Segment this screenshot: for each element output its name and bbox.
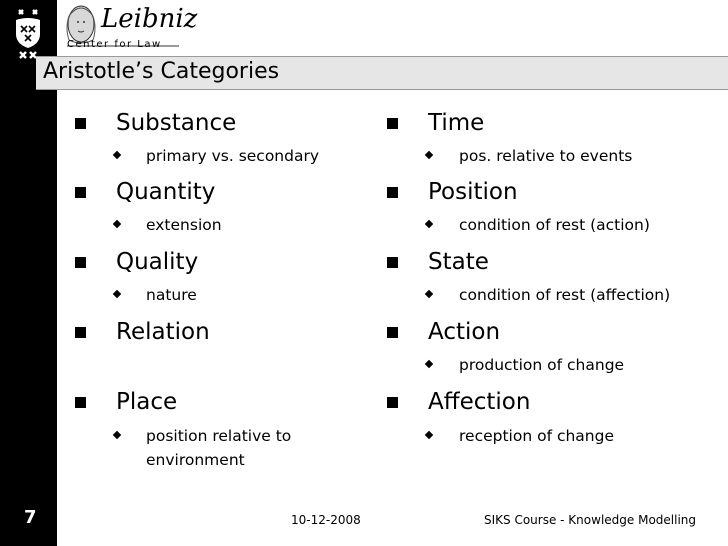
category-quantity: Quantity xyxy=(116,179,216,205)
category-place: Place xyxy=(116,389,178,415)
sub-item: condition of rest (action) xyxy=(459,216,650,234)
category-state: State xyxy=(428,249,489,275)
sub-item: reception of change xyxy=(459,427,614,445)
diamond-bullet-icon xyxy=(113,151,121,159)
category-position: Position xyxy=(428,179,518,205)
sub-item: primary vs. secondary xyxy=(146,147,320,165)
diamond-bullet-icon xyxy=(113,220,121,228)
leibniz-center-logo xyxy=(59,2,198,54)
square-bullet-icon xyxy=(75,257,86,268)
square-bullet-icon xyxy=(75,397,86,408)
square-bullet-icon xyxy=(387,327,398,338)
sub-item: environment xyxy=(146,451,245,469)
square-bullet-icon xyxy=(387,397,398,408)
slide-title: Aristotle’s Categories xyxy=(43,59,280,84)
square-bullet-icon xyxy=(387,118,398,129)
sub-item: condition of rest (affection) xyxy=(459,286,671,304)
logo-script-text: Leibniz xyxy=(101,4,198,34)
category-relation: Relation xyxy=(116,319,210,345)
slide-number: 7 xyxy=(24,507,37,528)
sub-item: extension xyxy=(146,216,222,234)
diamond-bullet-icon xyxy=(425,290,433,298)
diamond-bullet-icon xyxy=(113,431,121,439)
sub-item: production of change xyxy=(459,356,625,374)
sub-item: position relative to xyxy=(146,427,292,445)
square-bullet-icon xyxy=(387,187,398,198)
sub-item: nature xyxy=(146,286,197,304)
sub-item: pos. relative to events xyxy=(459,147,633,165)
square-bullet-icon xyxy=(75,327,86,338)
category-affection: Affection xyxy=(428,389,531,415)
square-bullet-icon xyxy=(75,118,86,129)
footer-course: SIKS Course - Knowledge Modelling xyxy=(484,513,697,527)
logo-subtitle: Center for Law xyxy=(67,39,162,50)
square-bullet-icon xyxy=(387,257,398,268)
university-crest-icon xyxy=(11,8,45,62)
diamond-bullet-icon xyxy=(425,431,433,439)
footer-date: 10-12-2008 xyxy=(291,513,361,527)
category-time: Time xyxy=(428,110,485,136)
category-quality: Quality xyxy=(116,249,199,275)
diamond-bullet-icon xyxy=(425,360,433,368)
diamond-bullet-icon xyxy=(113,290,121,298)
category-action: Action xyxy=(428,319,501,345)
square-bullet-icon xyxy=(75,187,86,198)
diamond-bullet-icon xyxy=(425,151,433,159)
diamond-bullet-icon xyxy=(425,220,433,228)
category-substance: Substance xyxy=(116,110,237,136)
